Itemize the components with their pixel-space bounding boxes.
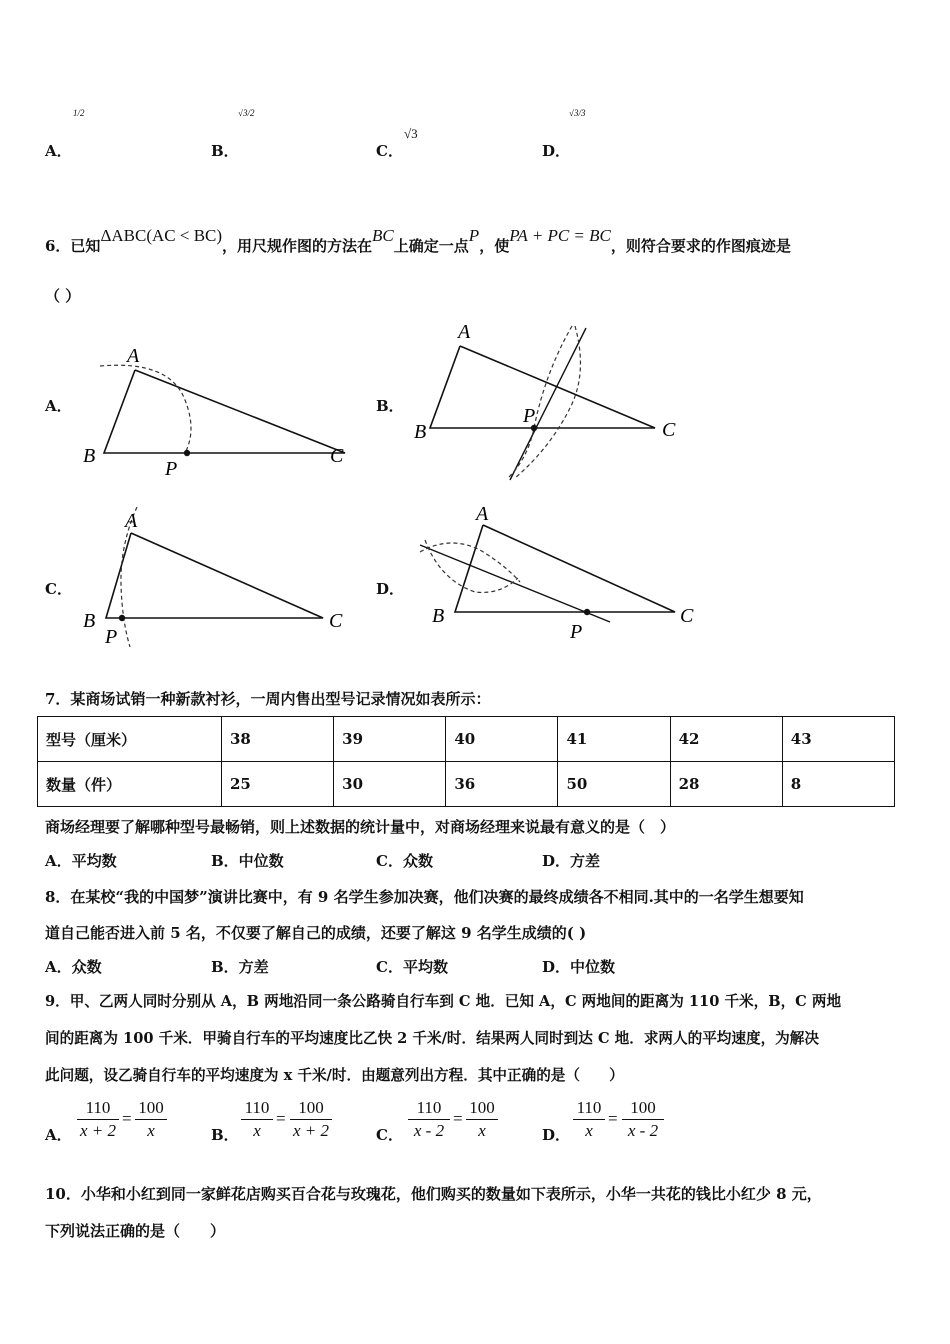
- q9-option-b-label: B．: [211, 1126, 239, 1144]
- q8-line-1: 8．在某校“我的中国梦”演讲比赛中，有 9 名学生参加决赛，他们决赛的最终成绩各不相同.其中的一名学生想要知: [45, 888, 804, 906]
- q9-line-3: 此问题，设乙骑自行车的平均速度为 x 千米/时．由题意列出方程．其中正确的是（ ）: [45, 1067, 624, 1084]
- q7-option-d: D．方差: [542, 852, 601, 870]
- q6-option-d-label: D．: [376, 580, 405, 598]
- q7-cell: 50: [558, 762, 670, 807]
- q9-c-equals: =: [453, 1109, 463, 1128]
- q8-line-2: 道自己能否进入前 5 名，不仅要了解自己的成绩，还要了解这 9 名学生成绩的( ): [45, 924, 587, 942]
- q5-option-a-label: A．: [45, 142, 72, 160]
- q6-c-label-P: P: [105, 626, 118, 648]
- q7-cell: 39: [334, 717, 446, 762]
- q7-stem: 7．某商场试销一种新款衬衫，一周内售出型号记录情况如表所示：: [45, 690, 491, 708]
- q9-line-1: 9．甲、乙两人同时分别从 A，B 两地沿同一条公路骑自行车到 C 地．已知 A，C 两地间的距离为 110 千米，B，C 两地: [45, 993, 842, 1010]
- q9-option-c-label: C．: [376, 1126, 403, 1144]
- q6-part4: ，使: [479, 237, 510, 255]
- q6-part3: 上确定一点: [393, 237, 469, 255]
- q6-figure-a: [75, 340, 365, 480]
- q9-line-2: 间的距离为 100 千米．甲骑自行车的平均速度比乙快 2 千米/时．结果两人同时到达 C 地．求两人的平均速度，为解决: [45, 1030, 819, 1047]
- q7-table-row-count: [38, 762, 895, 807]
- q6-figure-d: [410, 500, 710, 650]
- q9-c-fraction-left: $\frac{110}{x - 2}$: [408, 1097, 450, 1142]
- q9-option-a-label: A．: [45, 1126, 72, 1144]
- q7-cell: 36: [446, 762, 558, 807]
- q7-cell: 数量（件）: [38, 762, 222, 807]
- q6-equation: PA + PC = BC: [509, 226, 611, 245]
- q7-table-row-size: [38, 717, 895, 762]
- q6-bc: BC: [372, 226, 394, 245]
- q6-option-b-label: B．: [376, 397, 404, 415]
- q9-a-fraction-right: $\frac{100}{x}$: [135, 1097, 167, 1142]
- q10-line-2: 下列说法正确的是（ ）: [45, 1222, 226, 1240]
- q6-part5: ，则符合要求的作图痕迹是: [610, 237, 791, 255]
- q6-d-label-C: C: [680, 605, 694, 627]
- q9-b-fraction-right: $\frac{100}{x + 2}$: [290, 1097, 332, 1142]
- q6-figure-b: [410, 318, 700, 483]
- q7-cell: 43: [782, 717, 894, 762]
- q8-option-a: A．众数: [45, 958, 102, 976]
- q8-option-b: B．方差: [211, 958, 269, 976]
- q9-b-equals: =: [276, 1109, 286, 1128]
- q6-a-label-P: P: [165, 458, 178, 480]
- q6-option-c-label: C．: [45, 580, 72, 598]
- q9-b-fraction-left: $\frac{110}{x}$: [241, 1097, 273, 1142]
- q7-question: 商场经理要了解哪种型号最畅销，则上述数据的统计量中，对商场经理来说最有意义的是（ ）: [45, 818, 676, 836]
- q6-c-label-B: B: [83, 610, 96, 632]
- q6-d-label-B: B: [432, 605, 445, 627]
- q6-b-label-B: B: [414, 421, 427, 443]
- q6-b-label-P: P: [523, 405, 536, 427]
- q7-cell: 28: [670, 762, 782, 807]
- q9-a-fraction-left: $\frac{110}{x + 2}$: [77, 1097, 119, 1142]
- q10-line-1: 10．小华和小红到同一家鲜花店购买百合花与玫瑰花，他们购买的数量如下表所示，小华一共花的钱比小红少 8 元，: [45, 1185, 822, 1203]
- q7-cell: 41: [558, 717, 670, 762]
- q7-option-b: B．中位数: [211, 852, 284, 870]
- q6-paren: （ ）: [45, 287, 81, 305]
- q9-option-d-label: D．: [542, 1126, 571, 1144]
- q7-cell: 40: [446, 717, 558, 762]
- q5-option-c-value: √3: [404, 126, 418, 141]
- q5-option-b-label: B．: [211, 142, 239, 160]
- q7-option-a: A．平均数: [45, 852, 117, 870]
- q5-option-c-label: C．: [376, 142, 403, 160]
- q6-figure-c: [75, 505, 365, 650]
- q5-option-d-value: √3/3: [569, 108, 586, 118]
- q6-c-label-C: C: [329, 610, 343, 632]
- q6-option-a-label: A．: [45, 397, 72, 415]
- q8-option-c: C．平均数: [376, 958, 448, 976]
- q9-d-fraction-left: $\frac{110}{x}$: [573, 1097, 605, 1142]
- q6-a-label-A: A: [127, 345, 140, 367]
- q5-option-d-label: D．: [542, 142, 571, 160]
- q6-d-label-P: P: [570, 621, 583, 643]
- q9-c-fraction-right: $\frac{100}{x}$: [466, 1097, 498, 1142]
- q7-cell: 38: [222, 717, 334, 762]
- q6-a-label-C: C: [330, 445, 344, 467]
- q6-part2: ，用尺规作图的方法在: [222, 237, 373, 255]
- q5-option-b-value: √3/2: [238, 108, 255, 118]
- q5-option-a-value: 1/2: [73, 108, 85, 118]
- q9-d-fraction-right: $\frac{100}{x - 2}$: [622, 1097, 664, 1142]
- q9-d-equals: =: [608, 1109, 618, 1128]
- q6-d-label-A: A: [476, 503, 489, 525]
- q6-triangle: ΔABC(AC < BC): [100, 226, 223, 245]
- q7-cell: 8: [782, 762, 894, 807]
- q6-b-label-C: C: [662, 419, 676, 441]
- q6-prefix: 6．已知: [45, 237, 101, 255]
- q6-stem: [45, 226, 791, 256]
- q7-cell: 型号（厘米）: [38, 717, 222, 762]
- q6-p: P: [468, 226, 480, 245]
- q7-cell: 30: [334, 762, 446, 807]
- q6-c-label-A: A: [125, 510, 138, 532]
- q7-cell: 25: [222, 762, 334, 807]
- q6-b-label-A: A: [458, 321, 471, 343]
- q7-table: [37, 716, 895, 807]
- q9-a-equals: =: [122, 1109, 132, 1128]
- q7-cell: 42: [670, 717, 782, 762]
- q8-option-d: D．中位数: [542, 958, 616, 976]
- q7-option-c: C．众数: [376, 852, 433, 870]
- q6-a-label-B: B: [83, 445, 96, 467]
